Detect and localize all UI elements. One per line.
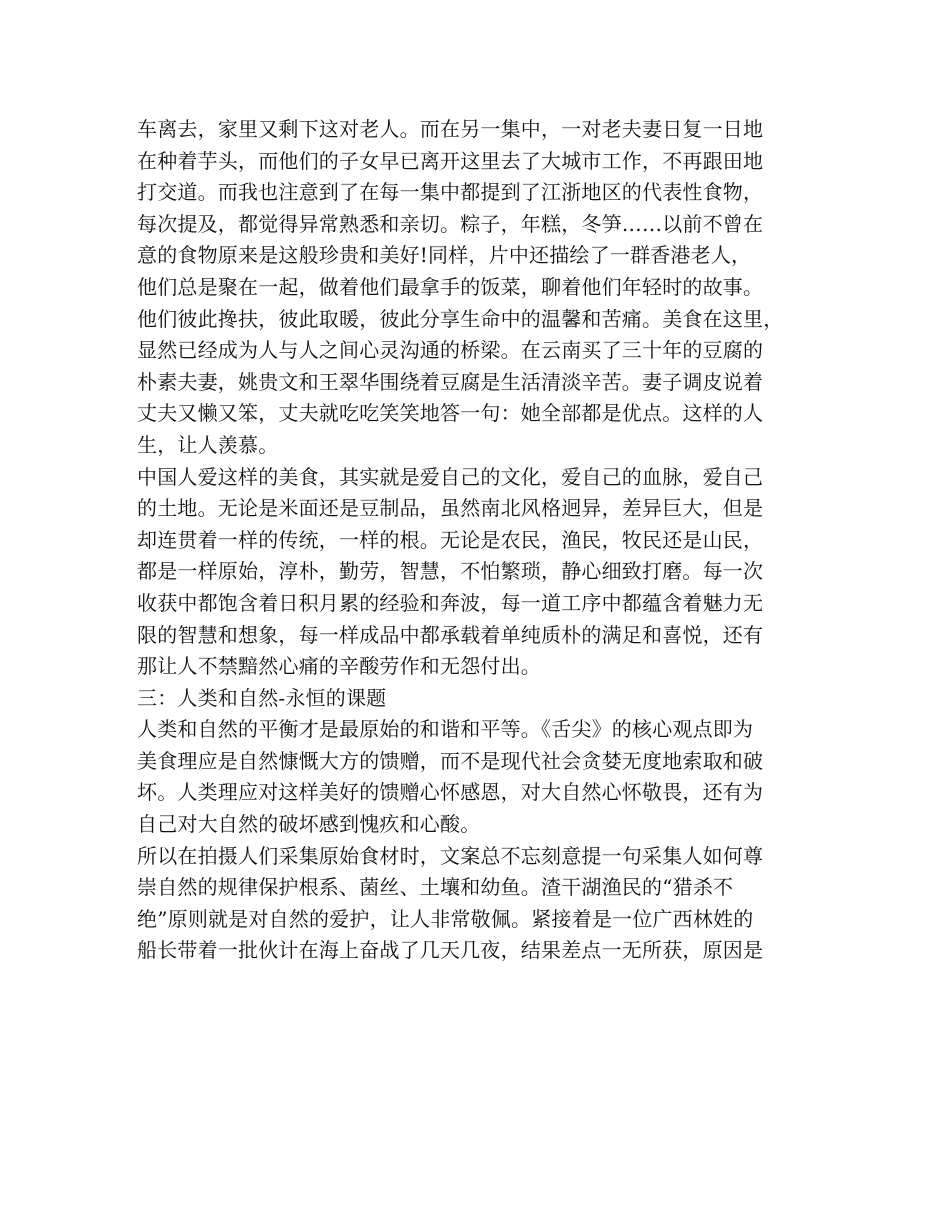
text-line: 那让人不禁黯然心痛的辛酸劳作和无怨付出。: [137, 654, 541, 679]
text-line: 美食理应是自然慷慨大方的馈赠，而不是现代社会贪婪无度地索取和破: [137, 748, 764, 773]
text-line: 生，让人羡慕。: [137, 432, 279, 457]
text-line: 他们总是聚在一起，做着他们最拿手的饭菜，聊着他们年轻时的故事。: [137, 274, 764, 299]
body-text: [137, 114, 837, 967]
text-line: 却连贯着一样的传统，一样的根。无论是农民，渔民，牧民还是山民，: [137, 527, 764, 552]
text-line: 收获中都饱含着日积月累的经验和奔波，每一道工序中都蕴含着魅力无: [137, 590, 764, 615]
text-line: 朴素夫妻，姚贵文和王翠华围绕着豆腐是生活清淡辛苦。妻子调皮说着: [137, 369, 764, 394]
text-line: 中国人爱这样的美食，其实就是爱自己的文化，爱自己的血脉，爱自己: [137, 464, 764, 489]
text-line: 意的食物原来是这般珍贵和美好!同样，片中还描绘了一群香港老人，: [137, 243, 752, 268]
text-line: 船长带着一批伙计在海上奋战了几天几夜，结果差点一无所获，原因是: [137, 938, 764, 963]
text-line: 丈夫又懒又笨，丈夫就吃吃笑笑地答一句：她全部都是优点。这样的人: [137, 401, 764, 426]
text-line: 崇自然的规律保护根系、菌丝、土壤和幼鱼。渣干湖渔民的“猎杀不: [137, 875, 734, 900]
text-line: 在种着芋头，而他们的子女早已离开这里去了大城市工作，不再跟田地: [137, 148, 764, 173]
text-line: 人类和自然的平衡才是最原始的和谐和平等。《舌尖》的核心观点即为: [137, 717, 754, 742]
text-line: 每次提及，都觉得异常熟悉和亲切。粽子，年糕，冬笋……以前不曾在: [137, 211, 764, 236]
text-line: 车离去，家里又剩下这对老人。而在另一集中，一对老夫妻日复一日地: [137, 117, 764, 141]
text-line: 坏。人类理应对这样美好的馈赠心怀感恩，对大自然心怀敬畏，还有为: [137, 780, 764, 805]
text-line: 限的智慧和想象，每一样成品中都承载着单纯质朴的满足和喜悦，还有: [137, 622, 764, 647]
text-line: 自己对大自然的破坏感到愧疚和心酸。: [137, 812, 481, 837]
text-line: 三：人类和自然-永恒的课题: [137, 685, 387, 710]
text-line: 绝”原则就是对自然的爱护，让人非常敬佩。紧接着是一位广西林姓的: [137, 906, 754, 931]
text-line: 所以在拍摄人们采集原始食材时，文案总不忘刻意提一句采集人如何尊: [137, 843, 764, 868]
text-line: 的土地。无论是米面还是豆制品，虽然南北风格迥异，差异巨大，但是: [137, 496, 764, 521]
text-line: 显然已经成为人与人之间心灵沟通的桥梁。在云南买了三十年的豆腐的: [137, 338, 764, 363]
text-line: 都是一样原始，淳朴，勤劳，智慧，不怕繁琐，静心细致打磨。每一次: [137, 559, 764, 584]
text-line: 他们彼此搀扶，彼此取暖，彼此分享生命中的温馨和苦痛。美食在这里，: [137, 306, 784, 331]
text-line: 打交道。而我也注意到了在每一集中都提到了江浙地区的代表性食物，: [137, 180, 764, 205]
